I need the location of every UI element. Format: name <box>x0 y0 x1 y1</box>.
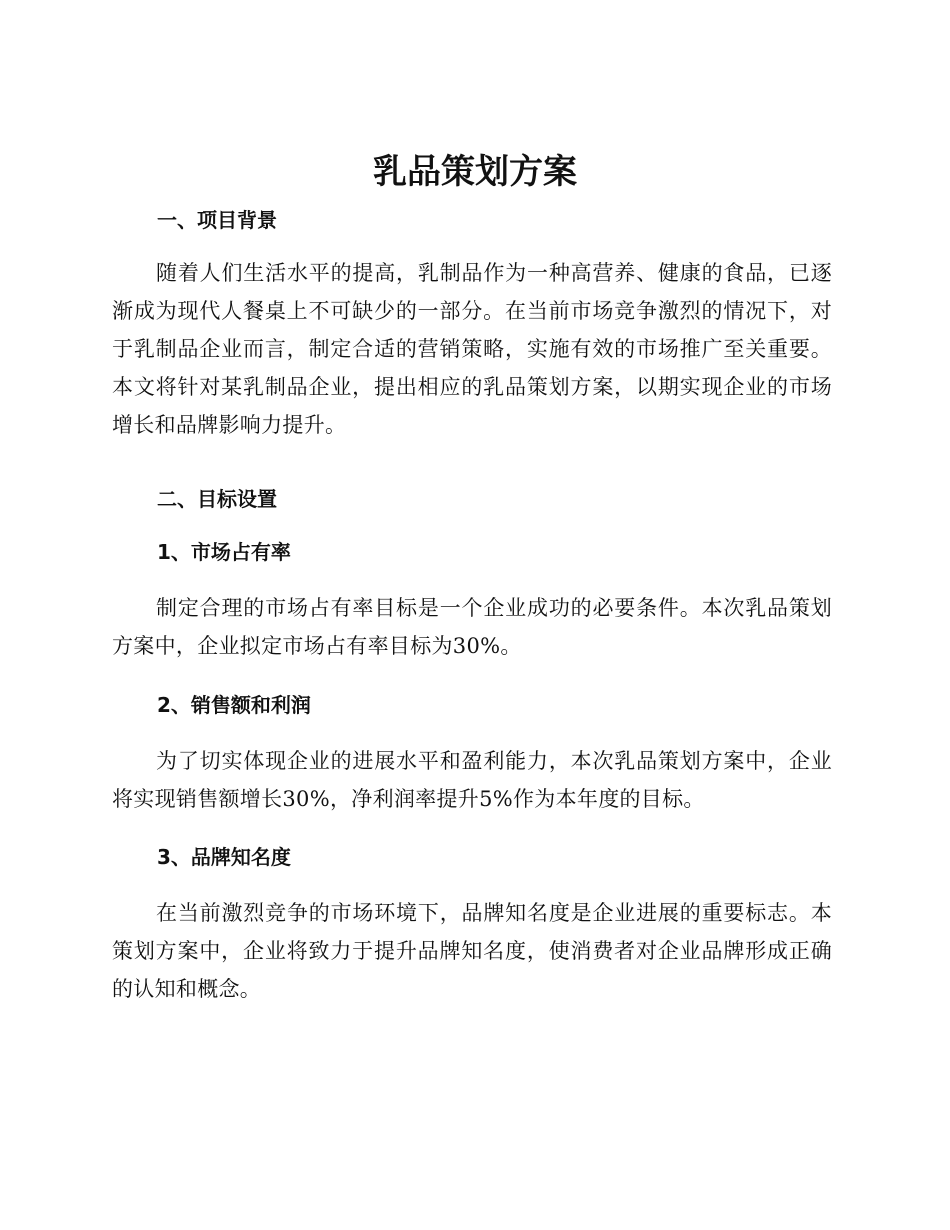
paragraph-project-background: 随着人们生活水平的提高，乳制品作为一种高营养、健康的食品，已逐渐成为现代人餐桌上不可缺少的一部分。在当前市场竞争激烈的情况下，对于乳制品企业而言，制定合适的营销策略，实施有效的市场推广至关重要。本文将针对某乳制品企业，提出相应的乳品策划方案，以期实现企业的市场增长和品牌影响力提升。 <box>112 261 832 437</box>
paragraph-brand-awareness: 在当前激烈竞争的市场环境下，品牌知名度是企业进展的重要标志。本策划方案中，企业将致力于提升品牌知名度，使消费者对企业品牌形成正确的认知和概念。 <box>112 901 832 1001</box>
paragraph-market-share: 制定合理的市场占有率目标是一个企业成功的必要条件。本次乳品策划方案中，企业拟定市场占有率目标为30%。 <box>112 596 832 658</box>
subheading-brand-awareness: 3、品牌知名度 <box>157 845 291 869</box>
section-heading-project-background: 一、项目背景 <box>157 208 277 232</box>
subheading-market-share: 1、市场占有率 <box>157 540 291 564</box>
paragraph-sales-and-profit: 为了切实体现企业的进展水平和盈利能力，本次乳品策划方案中，企业将实现销售额增长30%，净利润率提升5%作为本年度的目标。 <box>112 749 832 811</box>
subheading-sales-and-profit: 2、销售额和利润 <box>157 693 311 717</box>
document-title: 乳品策划方案 <box>373 152 577 192</box>
section-heading-goal-setting: 二、目标设置 <box>157 487 277 511</box>
